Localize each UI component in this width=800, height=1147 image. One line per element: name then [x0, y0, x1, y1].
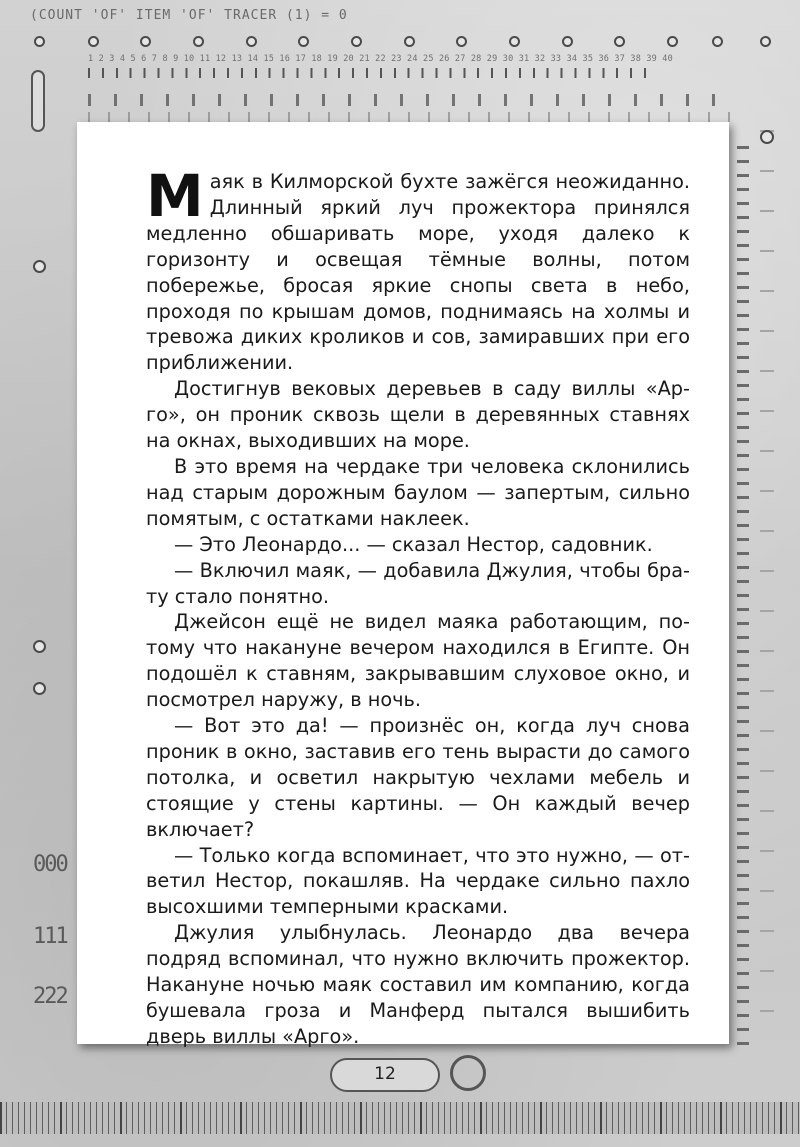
paragraph: — Это Леонардо... — сказал Нестор, садовник.	[174, 532, 653, 556]
punch-hole	[712, 36, 723, 47]
paragraph: Достигнув вековых деревьев в саду виллы «Арго», он проник сквозь щели в деревянных ставнях на окнах, выходивших на море.	[146, 377, 690, 453]
paragraph	[146, 162, 690, 376]
punch-hole	[404, 36, 415, 47]
punch-hole	[667, 36, 678, 47]
paragraph-text: аяк в Килморской бухте зажёгся неожиданно. Длинный яркий луч прожектора принялся медленно обшаривать море, уходя далеко к горизонту и освещая тёмные волны, потом побережье, бросая яркие снопы света в небо, проходя по крышам домов, поднимаясь на холмы и тревожа диких кроликов и сов, замиравших при его приближении.	[146, 170, 690, 375]
punch-hole	[140, 36, 151, 47]
punch-hole	[614, 36, 625, 47]
punch-marks-secondary	[88, 112, 738, 122]
punch-hole	[246, 36, 257, 47]
punch-hole	[88, 36, 99, 47]
page-number: 12	[374, 1064, 396, 1084]
punch-hole	[509, 36, 520, 47]
punch-hole	[34, 36, 45, 47]
paragraph: — Только когда вспоминает, что это нужно, — ответил Нестор, покашляв. На чердаке сильно пахло высохшими темперными красками.	[146, 843, 690, 919]
text-sheet	[77, 122, 729, 1048]
binder-hole	[33, 640, 46, 653]
perforation-strip	[737, 140, 749, 1050]
binder-slot	[31, 70, 45, 132]
punch-hole	[193, 36, 204, 47]
binder-hole	[33, 260, 46, 273]
paragraph: — Включил маяк, — добавила Джулия, чтобы брату стало понятно.	[146, 558, 690, 608]
punch-card-header-text: (COUNT 'OF' ITEM 'OF' TRACER (1) = 0	[30, 8, 348, 23]
page-number-badge	[330, 1058, 440, 1092]
punch-hole	[760, 36, 771, 47]
article-body	[146, 162, 690, 1050]
margin-mark: 222	[33, 984, 67, 1009]
paragraph: В это время на чердаке три человека склонились над старым дорожным баулом — запертым, сильно помятым, с остатками наклеек.	[146, 454, 690, 530]
binder-hole	[33, 682, 46, 695]
paragraph: — Вот это да! — произнёс он, когда луч снова проник в окно, заставив его тень вырасти до самого потолка, и осветил накрытую чехлами мебель и стоящие у стены картины. — Он каждый вечер включает?	[146, 714, 690, 841]
punch-hole	[456, 36, 467, 47]
punch-hole	[298, 36, 309, 47]
binder-hole	[760, 130, 774, 144]
decorative-circle-icon	[450, 1055, 486, 1091]
margin-mark: 000	[33, 852, 67, 877]
top-holes-row	[0, 36, 800, 56]
bottom-ruler-major-ticks	[0, 1102, 800, 1134]
paragraph: Джейсон ещё не видел маяка работающим, потому что накануне вечером находился в Египте. Он подошёл к ставням, закрывавшим слуховое окно, и посмотрел наружу, в ночь.	[146, 610, 690, 712]
punch-hole	[562, 36, 573, 47]
punch-bars	[88, 68, 658, 78]
margin-mark: 111	[33, 924, 67, 949]
punch-hole	[351, 36, 362, 47]
drop-cap: М	[146, 162, 204, 230]
column-numbers: 1 2 3 4 5 6 7 8 9 10 11 12 13 14 15 16 17 18 19 20 21 22 23 24 25 26 27 28 29 30 31 32 33 34 35 36 37 38 39 40	[88, 54, 673, 64]
ruler-strip	[760, 130, 774, 1050]
punch-marks	[88, 94, 738, 106]
paragraph: Джулия улыбнулась. Леонардо два вечера подряд вспоминал, что нужно включить прожектор. Накануне ночью маяк составил им компанию, когда бушевала гроза и Манферд пытался вышибить дверь виллы «Арго».	[146, 921, 690, 1048]
